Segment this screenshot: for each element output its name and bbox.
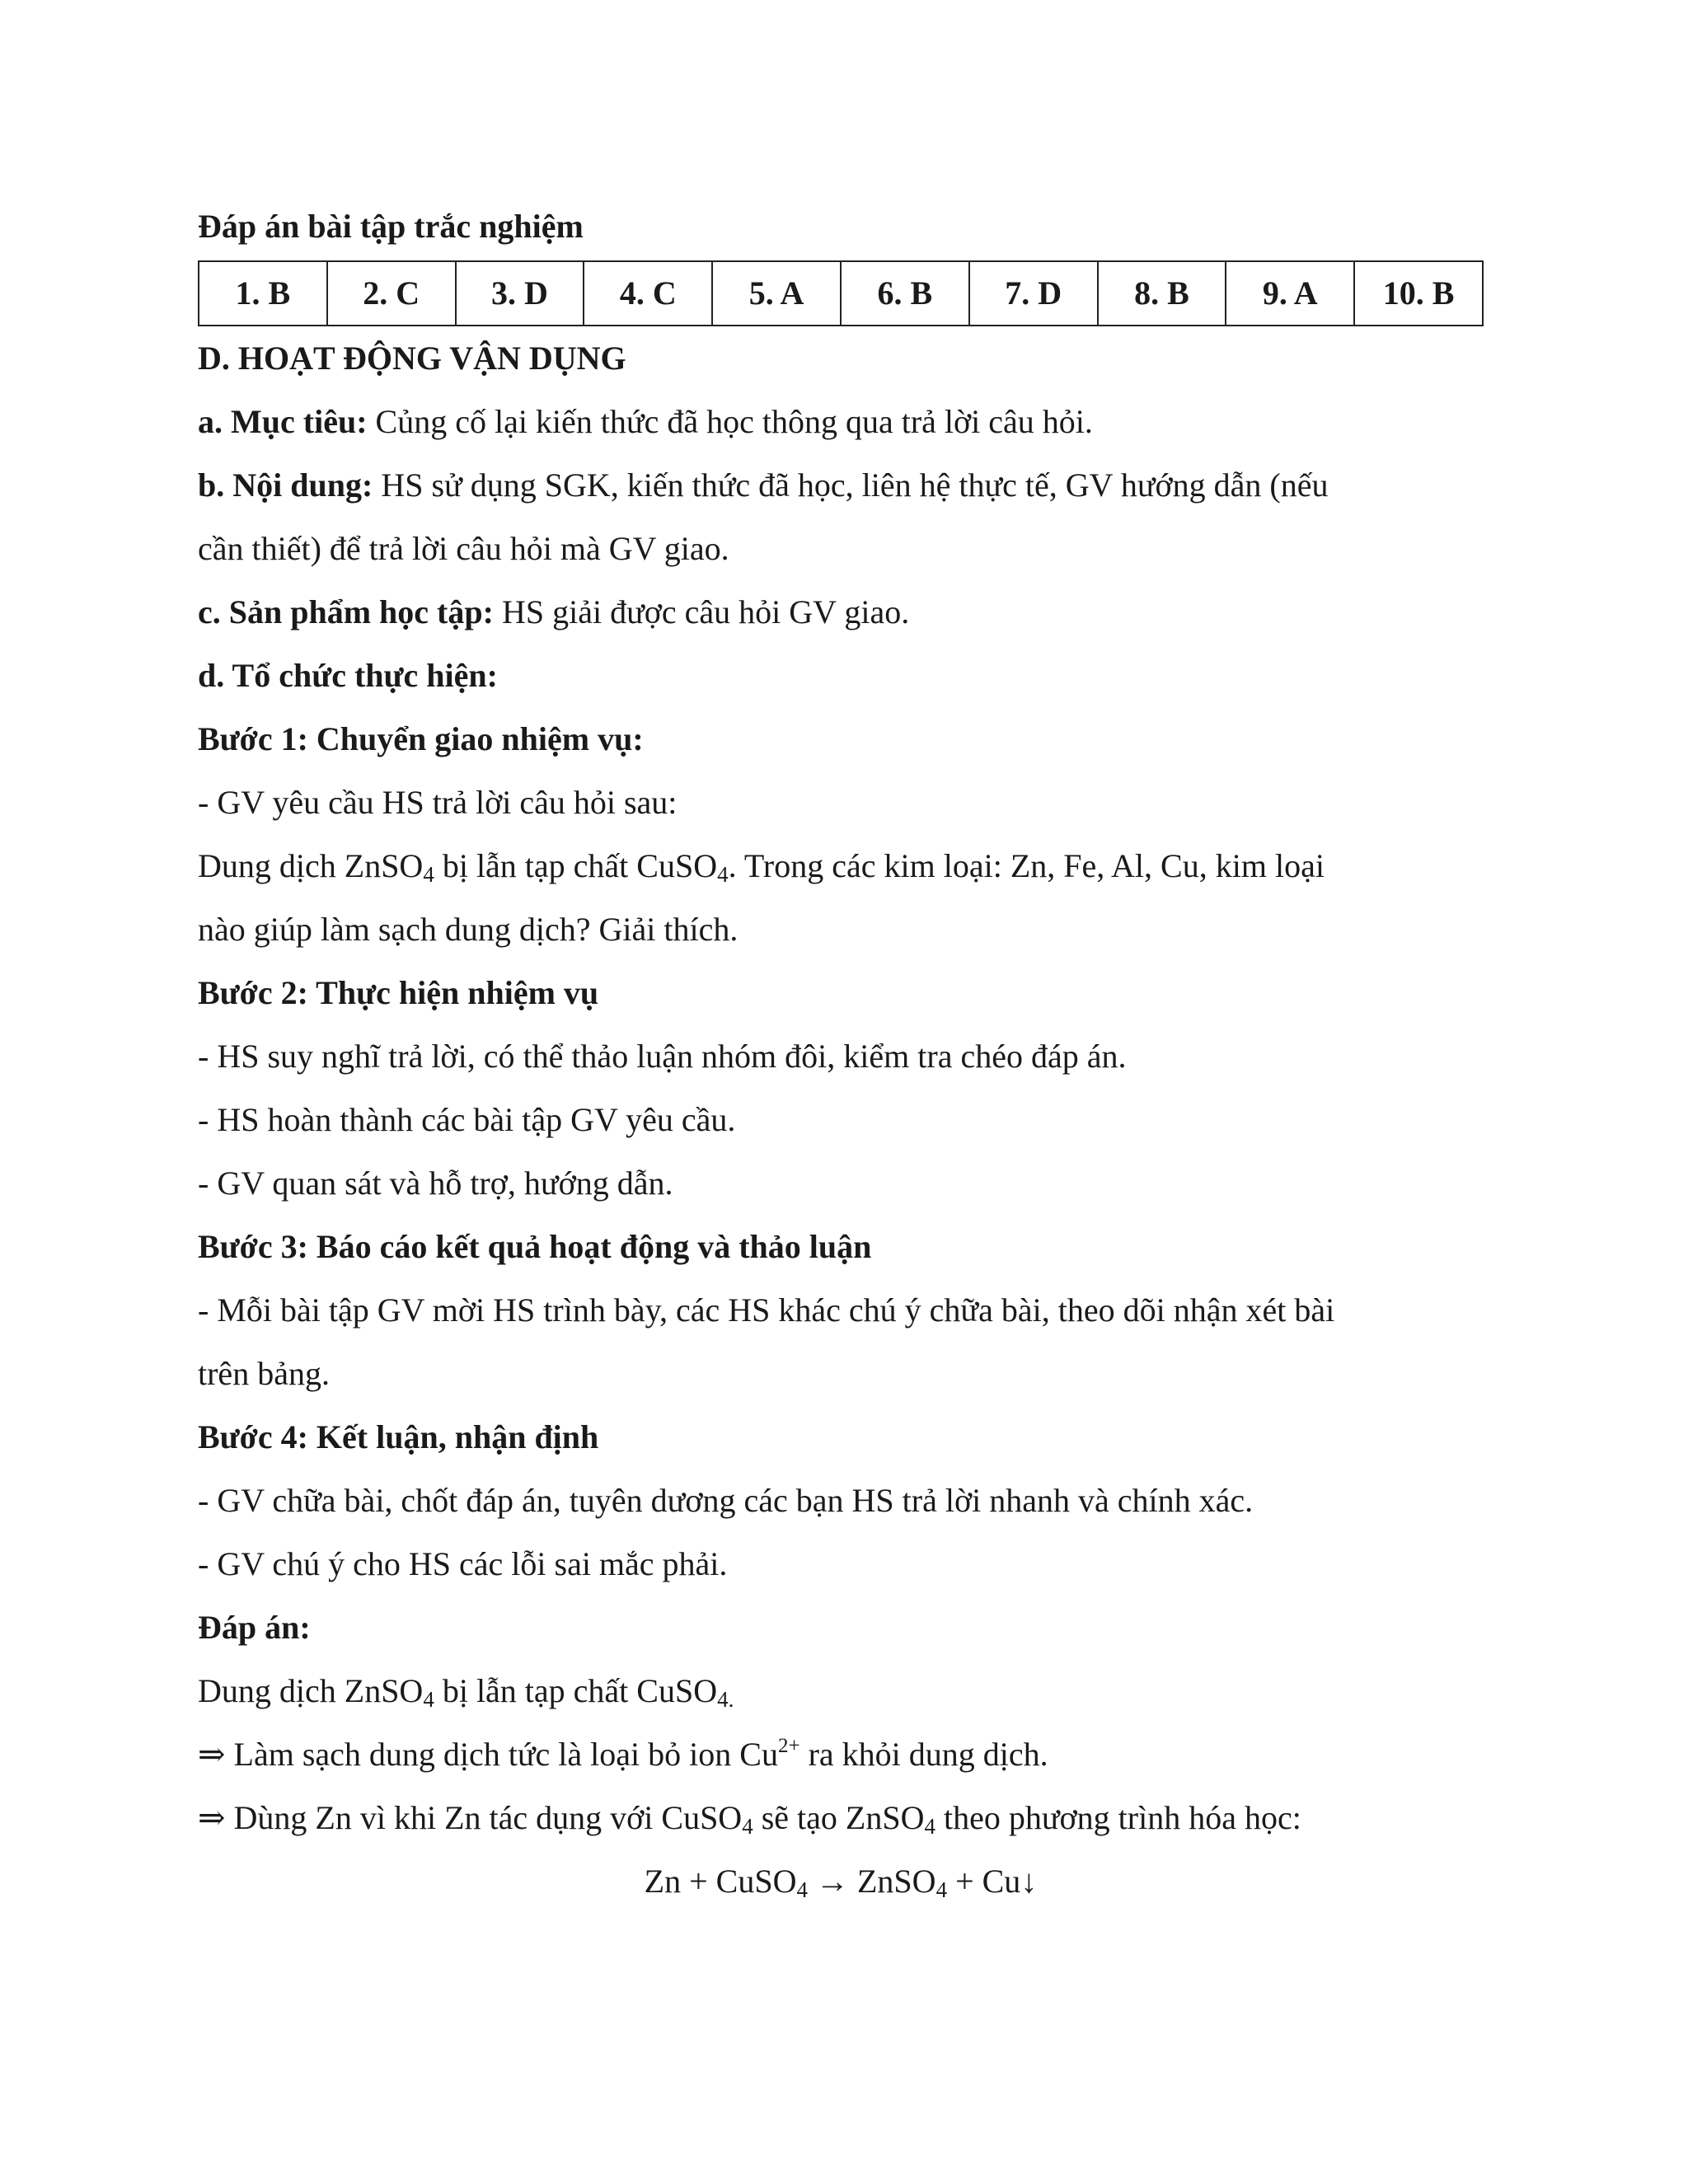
product-paragraph	[198, 580, 1484, 644]
subscript: 4.	[717, 1687, 734, 1712]
answer-line	[198, 1722, 1484, 1786]
organization-heading: d. Tổ chức thực hiện:	[198, 657, 498, 694]
step1-instruction: - GV yêu cầu HS trả lời câu hỏi sau:	[198, 784, 678, 821]
document-content	[198, 194, 1484, 1913]
answer-text: ra khỏi dung dịch.	[799, 1736, 1048, 1773]
step2-item: - GV quan sát và hỗ trợ, hướng dẫn.	[198, 1165, 673, 1202]
answer-heading: Đáp án:	[198, 1609, 311, 1646]
subscript: 4	[924, 1814, 935, 1839]
content-paragraph	[198, 453, 1484, 517]
answer-text: Dung dịch ZnSO	[198, 1672, 424, 1709]
subscript: 4	[423, 862, 434, 887]
equation-text: → ZnSO	[807, 1863, 936, 1900]
answer-cell: 4. C	[584, 261, 712, 326]
objective-text: Củng cố lại kiến thức đã học thông qua trả lời câu hỏi.	[367, 403, 1093, 440]
step2-item: - HS hoàn thành các bài tập GV yêu cầu.	[198, 1101, 736, 1138]
step3-item-cont: trên bảng.	[198, 1355, 330, 1392]
step1-question-cont: nào giúp làm sạch dung dịch? Giải thích.	[198, 911, 738, 948]
step2-item: - HS suy nghĩ trả lời, có thể thảo luận nhóm đôi, kiểm tra chéo đáp án.	[198, 1038, 1127, 1075]
answer-text: bị lẫn tạp chất CuSO	[434, 1672, 718, 1709]
subscript: 4	[796, 1877, 808, 1902]
subscript: 4	[423, 1687, 434, 1712]
answer-cell: 7. D	[969, 261, 1098, 326]
subscript: 4	[935, 1877, 948, 1902]
step4-item: - GV chữa bài, chốt đáp án, tuyên dương các bạn HS trả lời nhanh và chính xác.	[198, 1482, 1254, 1519]
answer-text: theo phương trình hóa học:	[935, 1799, 1301, 1836]
content-text: HS sử dụng SGK, kiến thức đã học, liên hệ thực tế, GV hướng dẫn (nếu	[373, 466, 1329, 504]
equation-text: Zn + CuSO	[644, 1863, 797, 1900]
answer-cell: 2. C	[327, 261, 456, 326]
equation-text: + Cu↓	[947, 1863, 1038, 1900]
step1-heading: Bước 1: Chuyển giao nhiệm vụ:	[198, 720, 644, 757]
answer-cell: 10. B	[1354, 261, 1483, 326]
answer-line	[198, 1786, 1484, 1849]
step4-item: - GV chú ý cho HS các lỗi sai mắc phải.	[198, 1545, 728, 1582]
quiz-title: Đáp án bài tập trắc nghiệm	[198, 208, 584, 245]
section-heading: D. HOẠT ĐỘNG VẬN DỤNG	[198, 340, 626, 377]
answer-cell: 6. B	[841, 261, 969, 326]
answer-cell: 9. A	[1226, 261, 1354, 326]
superscript: 2+	[777, 1735, 800, 1757]
step2-heading: Bước 2: Thực hiện nhiệm vụ	[198, 974, 599, 1011]
objective-label: a. Mục tiêu:	[198, 403, 368, 440]
answer-cell: 1. B	[199, 261, 327, 326]
answer-text: ⇒ Dùng Zn vì khi Zn tác dụng với CuSO	[198, 1799, 743, 1836]
question-text: . Trong các kim loại: Zn, Fe, Al, Cu, kim loại	[728, 847, 1325, 884]
product-label: c. Sản phẩm học tập:	[198, 593, 494, 630]
question-text: Dung dịch ZnSO	[198, 847, 424, 884]
content-paragraph-cont: cần thiết) để trả lời câu hỏi mà GV giao.	[198, 530, 729, 567]
step3-item: - Mỗi bài tập GV mời HS trình bày, các HS khác chú ý chữa bài, theo dõi nhận xét bài	[198, 1291, 1335, 1329]
question-text: bị lẫn tạp chất CuSO	[434, 847, 718, 884]
subscript: 4	[717, 862, 729, 887]
answer-text: sẽ tạo ZnSO	[753, 1799, 925, 1836]
step4-heading: Bước 4: Kết luận, nhận định	[198, 1418, 599, 1455]
subscript: 4	[742, 1814, 753, 1839]
objective-paragraph	[198, 390, 1484, 453]
step3-heading: Bước 3: Báo cáo kết quả hoạt động và thảo luận	[198, 1228, 872, 1265]
answer-cell: 3. D	[456, 261, 584, 326]
answer-cell: 5. A	[712, 261, 841, 326]
chemical-equation	[198, 1849, 1484, 1913]
content-label: b. Nội dung:	[198, 466, 373, 504]
answer-key-row	[199, 261, 1483, 326]
answer-line	[198, 1659, 1484, 1722]
answer-cell: 8. B	[1098, 261, 1226, 326]
answer-key-table	[198, 260, 1484, 326]
product-text: HS giải được câu hỏi GV giao.	[493, 593, 910, 630]
answer-text: ⇒ Làm sạch dung dịch tức là loại bỏ ion Cu	[198, 1736, 778, 1773]
step1-question	[198, 834, 1484, 898]
